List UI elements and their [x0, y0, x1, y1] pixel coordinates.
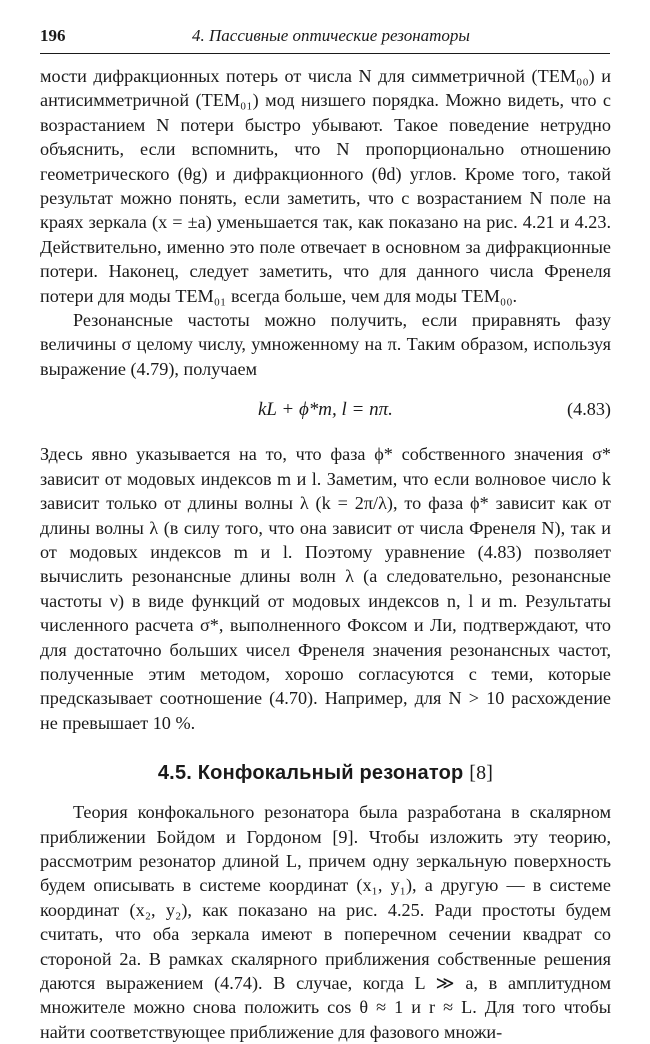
equation-expression: kL + ϕ*m, l = nπ.	[258, 399, 393, 421]
page-number: 196	[40, 26, 66, 45]
paragraph-confocal-theory: Теория конфокального резонатора была разработана в скалярном приближении Бойдом и Гордоном [9]. Чтобы изложить эту теорию, рассмотрим резонатор длиной L, причем одну зеркальную поверхность будем описывать в системе координат (x₁, y₁), а другую — в системе координат (x₂, y₂), как показано на рис. 4.25. Ради простоты будем считать, что оба зеркала имеют в поперечном сечении квадрат со стороной 2a. В рамках скалярного приближения собственные решения даются выражением (4.74). В случае, когда L ≫ a, в амплитудном множителе можно снова положить cos θ ≈ 1 и r ≈ L. Для того чтобы найти соответствующее приближение для фазового множи-	[40, 802, 611, 1042]
equation-number: (4.83)	[567, 399, 611, 420]
header-rule	[40, 53, 610, 54]
section-reference: [8]	[469, 762, 494, 785]
paragraph-after-equation: Здесь явно указывается на то, что фаза ϕ* собственного значения σ* зависит от модовых индексов m и l. Заметим, что если волновое число k зависит только от длины волны λ (k = 2π/λ), то фаза ϕ* зависит как от длины волны λ (в силу того, что она зависит от числа Френеля N), так и от модовых индексов m и l. Поэтому уравнение (4.83) позволяет вычислить резонансные длины волн λ (а следовательно, резонансные частоты ν) в виде функций от модовых индексов n, l и m. Результаты численного расчета σ*, выполненного Фоксом и Ли, подтверждают, что для достаточно больших чисел Френеля значения резонансных частот, полученные этим методом, хорошо согласуются с теми, которые предсказывает соотношение (4.70). Например, для N > 10 расхождение не превышает 10 %.	[40, 444, 611, 733]
section-heading	[40, 762, 611, 785]
running-title: 4. Пассивные оптические резонаторы	[192, 26, 470, 45]
section-title: 4.5. Конфокальный резонатор	[157, 762, 464, 785]
equation-4-83	[40, 388, 611, 436]
paragraph-resonant-frequencies: Резонансные частоты можно получить, если приравнять фазу величины σ целому числу, умноженному на π. Таким образом, используя выражение (4.79), получаем	[40, 310, 611, 379]
page-header	[40, 24, 610, 52]
paragraph-continued: мости дифракционных потерь от числа N для симметричной (TEM₀₀) и антисимметричной (TEM₀₁) мод низшего порядка. Можно видеть, что с возрастанием N потери быстро убывают. Такое поведение нетрудно объяснить, если вспомнить, что N пропорционально отношению геометрического (θg) и дифракционного (θd) углов. Кроме того, такой результат можно понять, если заметить, что с возрастанием N поле на краях зеркала (x = ±a) уменьшается так, как показано на рис. 4.21 и 4.23. Действительно, именно это поле отвечает в основном за дифракционные потери. Наконец, следует заметить, что для данного числа Френеля потери для моды TEM₀₁ всегда больше, чем для моды TEM₀₀.	[40, 66, 611, 306]
page-body	[40, 64, 611, 1044]
